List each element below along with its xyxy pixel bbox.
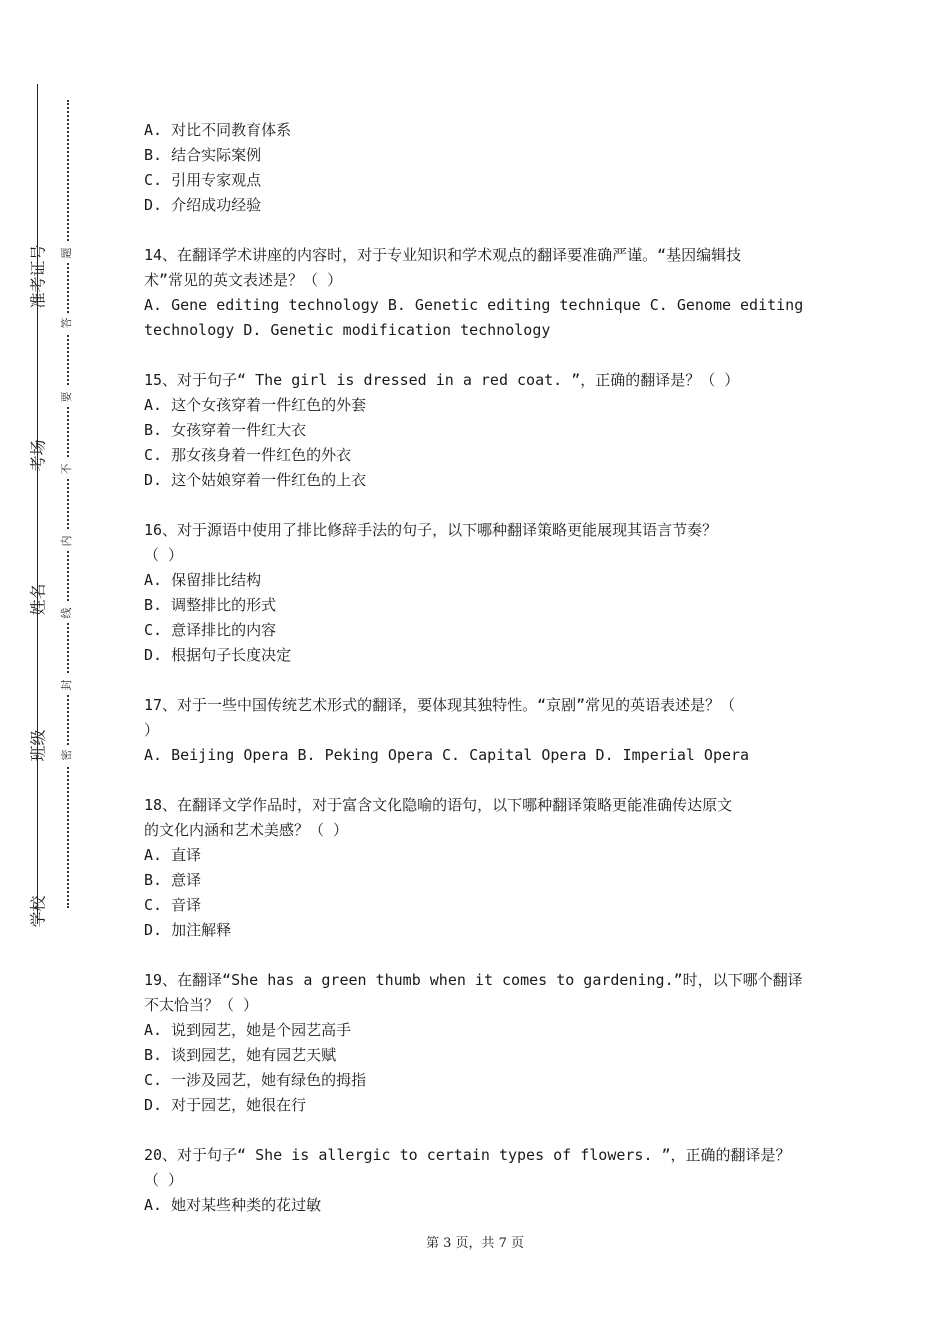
q14-options-line2: technology D. Genetic modification technology bbox=[144, 321, 551, 339]
question-16 bbox=[144, 518, 816, 668]
q19-stem-line2: 不太恰当？（ ） bbox=[144, 996, 259, 1014]
label-class: 班级 bbox=[28, 729, 48, 762]
question-13-options bbox=[144, 118, 816, 218]
seal-char: 答 bbox=[58, 313, 76, 333]
question-19 bbox=[144, 968, 816, 1118]
q15-option-d: D. 这个姑娘穿着一件红色的上衣 bbox=[144, 471, 367, 489]
q15-option-a: A. 这个女孩穿着一件红色的外套 bbox=[144, 396, 367, 414]
q15-stem: 15、对于句子“ The girl is dressed in a red coat. ”，正确的翻译是？（ ） bbox=[144, 371, 740, 389]
q19-option-d: D. 对于园艺，她很在行 bbox=[144, 1096, 307, 1114]
binding-dotted-line bbox=[67, 100, 69, 908]
q19-option-c: C. 一涉及园艺，她有绿色的拇指 bbox=[144, 1071, 367, 1089]
q16-stem-line2: （ ） bbox=[144, 546, 184, 564]
question-18 bbox=[144, 793, 816, 943]
question-20 bbox=[144, 1143, 816, 1218]
label-exam-number: 准考证号 bbox=[28, 244, 48, 309]
q16-option-b: B. 调整排比的形式 bbox=[144, 596, 277, 614]
seal-char: 封 bbox=[58, 675, 76, 695]
q20-option-a: A. 她对某些种类的花过敏 bbox=[144, 1196, 322, 1214]
q19-option-b: B. 谈到园艺，她有园艺天赋 bbox=[144, 1046, 337, 1064]
binding-solid-line bbox=[37, 84, 38, 924]
q17-stem-line1: 17、对于一些中国传统艺术形式的翻译，要体现其独特性。“京剧”常见的英语表述是？（ bbox=[144, 696, 736, 714]
q13-option-d: D. 介绍成功经验 bbox=[144, 196, 262, 214]
q20-stem-line2: （ ） bbox=[144, 1171, 184, 1189]
q18-option-d: D. 加注解释 bbox=[144, 921, 232, 939]
q17-stem-line2: ） bbox=[144, 721, 160, 739]
q14-stem-line2: 术”常见的英文表述是？（ ） bbox=[144, 271, 343, 289]
q13-option-c: C. 引用专家观点 bbox=[144, 171, 262, 189]
q15-option-c: C. 那女孩身着一件红色的外衣 bbox=[144, 446, 352, 464]
question-15 bbox=[144, 368, 816, 493]
q18-option-b: B. 意译 bbox=[144, 871, 202, 889]
q20-stem-line1: 20、对于句子“ She is allergic to certain types of flowers. ”，正确的翻译是？ bbox=[144, 1146, 791, 1164]
label-exam-room: 考场 bbox=[28, 439, 48, 472]
question-17 bbox=[144, 693, 816, 768]
q19-stem-line1: 19、在翻译“She has a green thumb when it comes to gardening.”时，以下哪个翻译 bbox=[144, 971, 803, 989]
q17-options-line: A. Beijing Opera B. Peking Opera C. Capital Opera D. Imperial Opera bbox=[144, 746, 750, 764]
seal-char: 不 bbox=[58, 459, 76, 479]
q18-stem-line1: 18、在翻译文学作品时，对于富含文化隐喻的语句，以下哪种翻译策略更能准确传达原文 bbox=[144, 796, 733, 814]
q18-option-c: C. 音译 bbox=[144, 896, 202, 914]
q15-option-b: B. 女孩穿着一件红大衣 bbox=[144, 421, 307, 439]
page-footer: 第 3 页，共 7 页 bbox=[425, 1236, 525, 1251]
question-content bbox=[144, 118, 816, 1243]
seal-char: 内 bbox=[58, 531, 76, 551]
q14-stem-line1: 14、在翻译学术讲座的内容时，对于专业知识和学术观点的翻译要准确严谨。“基因编辑技 bbox=[144, 246, 742, 264]
q16-option-d: D. 根据句子长度决定 bbox=[144, 646, 292, 664]
seal-char: 要 bbox=[58, 387, 76, 407]
q14-options-line1: A. Gene editing technology B. Genetic editing technique C. Genome editing bbox=[144, 296, 804, 314]
label-name: 姓名 bbox=[28, 583, 48, 616]
q16-option-a: A. 保留排比结构 bbox=[144, 571, 262, 589]
label-school: 学校 bbox=[28, 895, 48, 928]
q16-option-c: C. 意译排比的内容 bbox=[144, 621, 277, 639]
binding-margin bbox=[0, 0, 100, 1344]
seal-char: 线 bbox=[58, 603, 76, 623]
q16-stem-line1: 16、对于源语中使用了排比修辞手法的句子，以下哪种翻译策略更能展现其语言节奏？ bbox=[144, 521, 718, 539]
q13-option-a: A. 对比不同教育体系 bbox=[144, 121, 292, 139]
question-14 bbox=[144, 243, 816, 343]
q18-option-a: A. 直译 bbox=[144, 846, 202, 864]
seal-char: 题 bbox=[58, 243, 76, 263]
q19-option-a: A. 说到园艺，她是个园艺高手 bbox=[144, 1021, 352, 1039]
q18-stem-line2: 的文化内涵和艺术美感？（ ） bbox=[144, 821, 349, 839]
q13-option-b: B. 结合实际案例 bbox=[144, 146, 262, 164]
seal-char: 密 bbox=[58, 745, 76, 765]
